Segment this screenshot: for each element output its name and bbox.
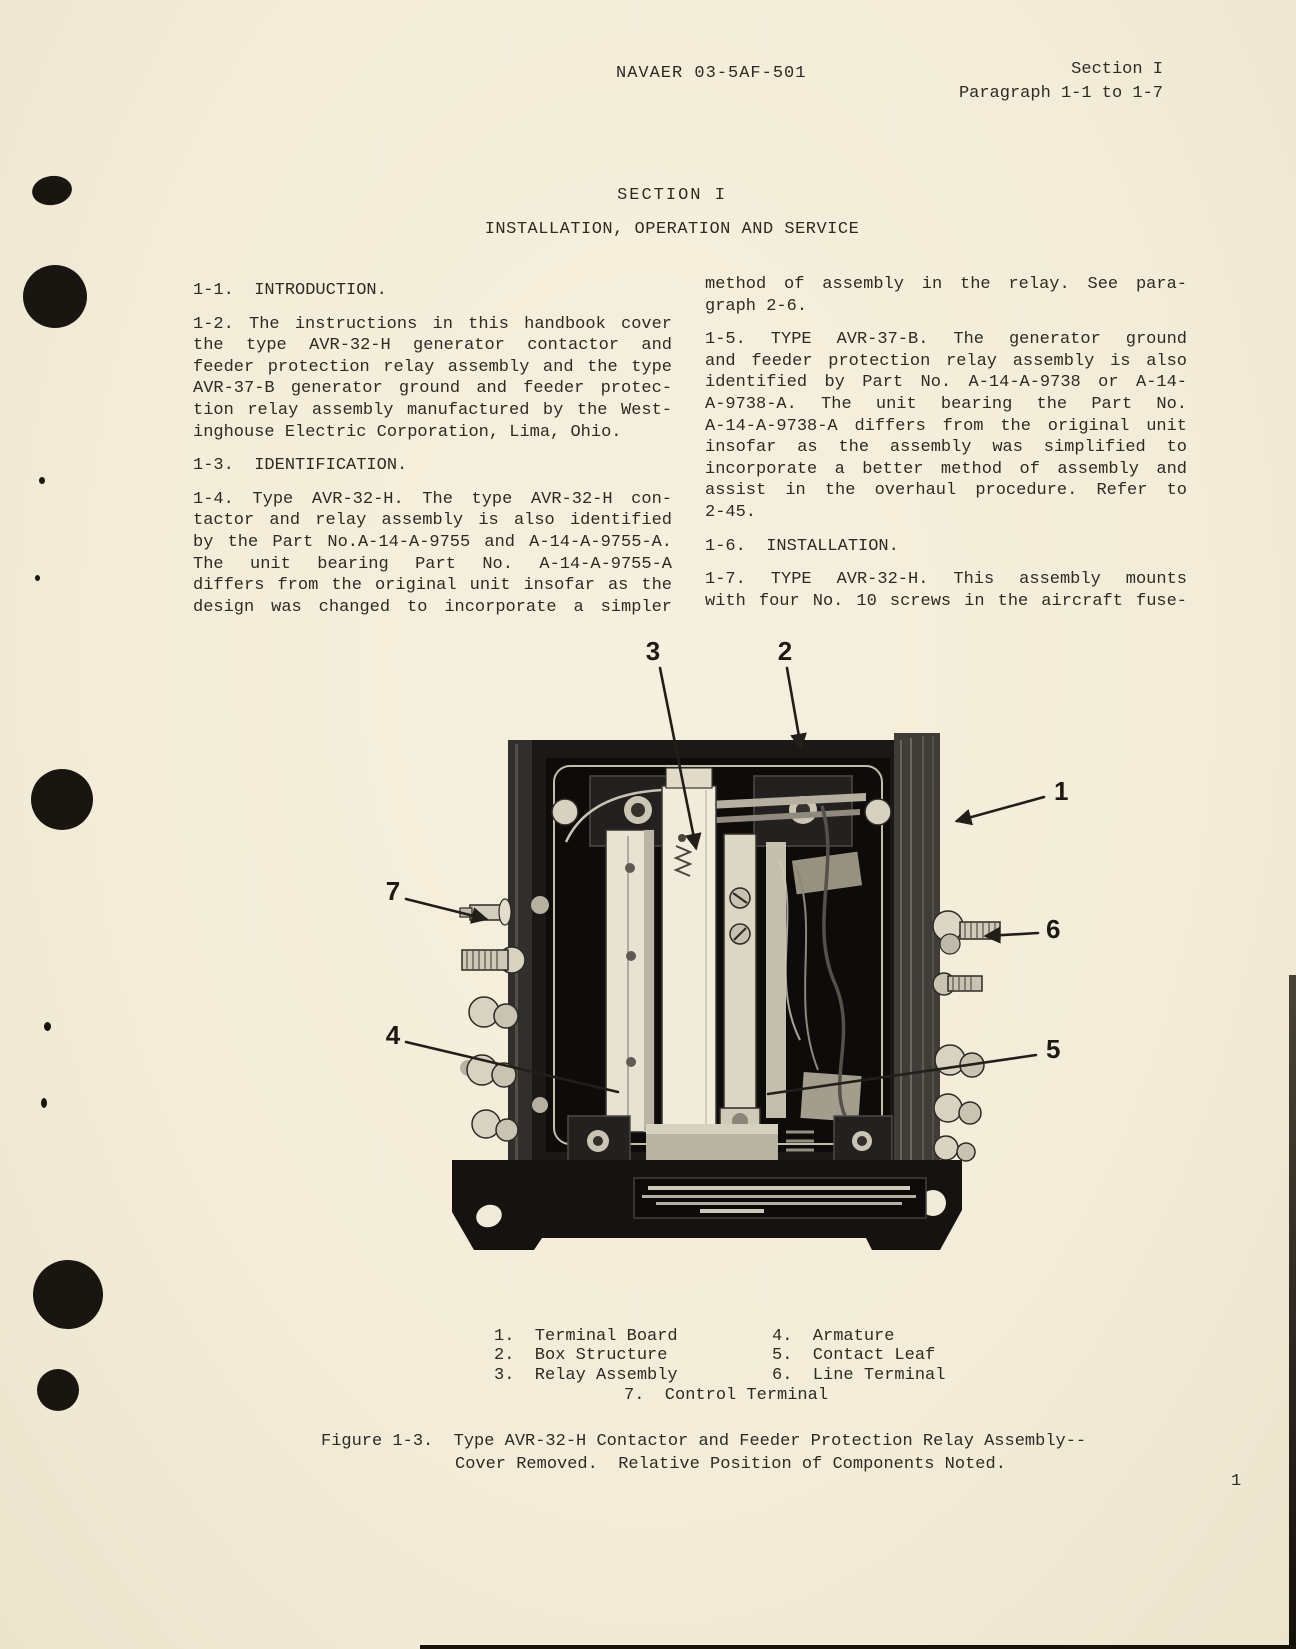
legend-item: 4. Armature [772,1327,895,1346]
doc-number: NAVAER 03-5AF-501 [616,64,807,83]
text-line: A-9738-A. The unit bearing the Part No. [705,394,1187,414]
legend-item: 1. Terminal Board [494,1327,678,1346]
text-line: 1-2. The instructions in this handbook cover [193,314,672,334]
right-column [705,274,1187,624]
text-line: AVR-37-B generator ground and feeder protec- [193,379,672,399]
text-line: differs from the original unit insofar as the [193,576,672,596]
text-line: 1-5. TYPE AVR-37-B. The generator ground [705,330,1187,350]
paragraph-heading: 1-6. INSTALLATION. [705,536,899,556]
binder-mark [39,477,45,484]
binder-mark [44,1022,51,1031]
text-line: assist in the overhaul procedure. Refer to [705,481,1187,501]
contact-leaf-part [724,834,756,1134]
section-title: SECTION I [617,186,727,205]
binder-mark [30,1257,107,1333]
legend-item: 3. Relay Assembly [494,1365,678,1385]
binder-mark [31,769,93,830]
text-line: by the Part No.A-14-A-9755 and A-14-A-9755-A. [193,532,672,552]
binder-mark [37,1369,79,1411]
legend-item: 5. Contact Leaf [772,1346,936,1366]
left-column [193,280,672,630]
binder-mark [41,1098,47,1108]
text-line: 2-45. [705,502,757,522]
callout-1: 1 [1054,776,1069,806]
text-line: graph 2-6. [705,296,808,316]
text-line: tion relay assembly manufactured by the West- [193,400,672,420]
callout-7: 7 [385,876,401,906]
text-line: feeder protection relay assembly and the type [193,357,672,377]
figure-caption-line2: Cover Removed. Relative Position of Components Noted. [455,1455,1006,1474]
callout-5: 5 [1046,1034,1061,1064]
scan-edge-right [1289,975,1296,1649]
header-section-label: Section I [1071,60,1163,79]
text-line: 1-4. Type AVR-32-H. The type AVR-32-H con- [193,489,672,509]
scan-edge-bottom [420,1645,1296,1649]
legend-center-item: 7. Control Terminal [624,1386,829,1405]
figure-caption-line1: Figure 1-3. Type AVR-32-H Contactor and Feeder Protection Relay Assembly-- [321,1432,1087,1451]
legend-item: 2. Box Structure [494,1346,668,1366]
header-paragraph-range: Paragraph 1-1 to 1-7 [958,84,1163,103]
text-line: A-14-A-9738-A differs from the original unit [705,416,1187,436]
callout-2: 2 [777,636,793,666]
binder-mark [35,575,40,581]
section-subtitle: INSTALLATION, OPERATION AND SERVICE [484,220,860,239]
text-line: tactor and relay assembly is also identified [193,511,672,531]
paragraph-heading: 1-3. IDENTIFICATION. [193,456,408,476]
text-line: method of assembly in the relay. See para- [705,275,1187,294]
text-line: design was changed to incorporate a simpler [193,597,672,617]
binder-mark [23,265,87,328]
legend-item: 6. Line Terminal [772,1365,946,1385]
text-line: and feeder protection relay assembly is also [705,351,1187,371]
text-line: identified by Part No. A-14-A-9738 or A-14- [705,373,1187,393]
legend-column-1 [494,1327,678,1385]
text-line: The unit bearing Part No. A-14-A-9755-A [193,554,672,574]
text-line: with four No. 10 screws in the aircraft fuse- [705,591,1187,611]
callout-3: 3 [645,636,661,666]
text-line: inghouse Electric Corporation, Lima, Ohio. [193,422,622,442]
paragraph-heading: 1-1. INTRODUCTION. [193,281,387,300]
text-line: 1-7. TYPE AVR-32-H. This assembly mounts [705,570,1187,590]
callout-6: 6 [1046,914,1061,944]
callout-4: 4 [385,1020,401,1050]
relay-assembly-part [662,786,716,1144]
text-line: incorporate a better method of assembly and [705,459,1187,479]
text-line: insofar as the assembly was simplified to [705,438,1187,458]
text-line: the type AVR-32-H generator contactor and [193,336,672,356]
legend-column-2 [772,1327,945,1385]
figure-photo [350,600,1110,1280]
contactor-assembly-illustration [350,600,1110,1280]
page-number: 1 [1231,1472,1242,1491]
